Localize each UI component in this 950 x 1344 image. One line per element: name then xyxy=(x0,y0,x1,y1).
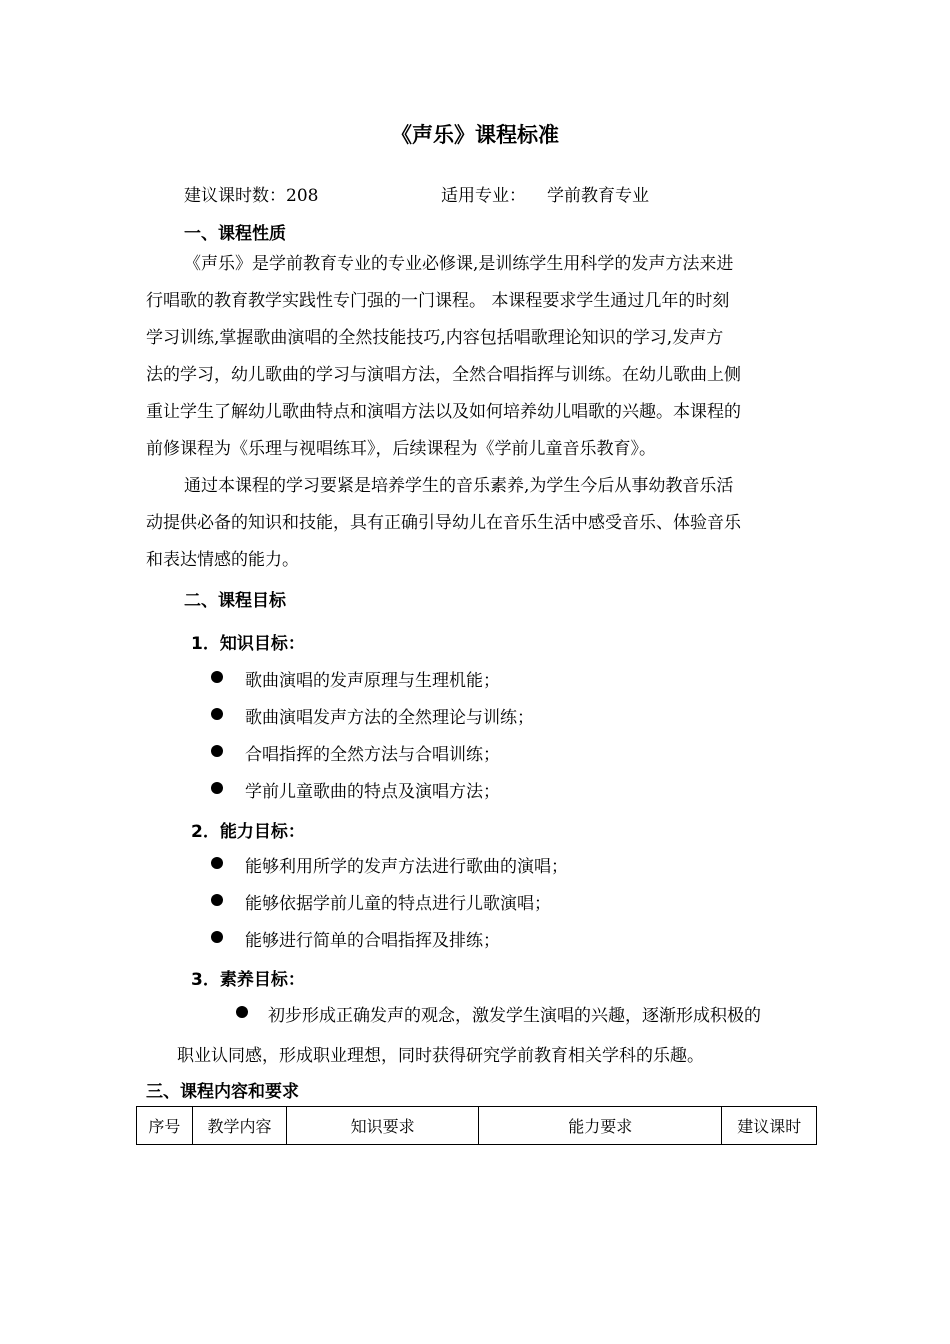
paragraph-line: 通过本课程的学习要紧是培养学生的音乐素养,为学生今后从事幼教音乐活 xyxy=(184,476,734,496)
page-title: 《声乐》课程标准 xyxy=(391,123,559,147)
table-header-row xyxy=(137,1107,817,1145)
paragraph-line: 动提供必备的知识和技能，具有正确引导幼儿在音乐生活中感受音乐、体验音乐 xyxy=(146,513,741,533)
section-heading-nature: 一、课程性质 xyxy=(184,224,286,244)
suggested-hours: 建议课时数：208 xyxy=(184,186,319,206)
literacy-goal-item: 初步形成正确发声的观念，激发学生演唱的兴趣，逐渐形成积极的 xyxy=(268,1006,761,1026)
column-header-knowledge-requirements: 知识要求 xyxy=(287,1107,479,1145)
literacy-goals-heading: 3．素养目标： xyxy=(191,970,305,990)
bullet-icon xyxy=(211,857,223,869)
ability-goal-item: 能够依据学前儿童的特点进行儿歌演唱； xyxy=(245,894,551,914)
section-heading-content: 三、课程内容和要求 xyxy=(146,1082,299,1102)
applicable-major-value: 学前教育专业 xyxy=(547,186,649,206)
knowledge-goal-item: 学前儿童歌曲的特点及演唱方法； xyxy=(245,782,500,802)
bullet-icon xyxy=(211,931,223,943)
paragraph-line: 法的学习，幼儿歌曲的学习与演唱方法，全然合唱指挥与训练。在幼儿歌曲上侧 xyxy=(146,365,741,385)
knowledge-goal-item: 歌曲演唱发声方法的全然理论与训练； xyxy=(245,708,534,728)
bullet-icon xyxy=(211,708,223,720)
knowledge-goals-heading: 1．知识目标： xyxy=(191,634,305,654)
column-header-number: 序号 xyxy=(137,1107,193,1145)
paragraph-line: 重让学生了解幼儿歌曲特点和演唱方法以及如何培养幼儿唱歌的兴趣。本课程的 xyxy=(146,402,741,422)
paragraph-line: 行唱歌的教育教学实践性专门强的一门课程。 本课程要求学生通过几年的时刻 xyxy=(146,291,730,311)
column-header-ability-requirements: 能力要求 xyxy=(479,1107,722,1145)
paragraph-line: 学习训练,掌握歌曲演唱的全然技能技巧,内容包括唱歌理论知识的学习,发声方 xyxy=(146,328,724,348)
bullet-icon xyxy=(211,894,223,906)
ability-goals-heading: 2．能力目标： xyxy=(191,822,305,842)
ability-goal-item: 能够进行简单的合唱指挥及排练； xyxy=(245,931,500,951)
ability-goal-item: 能够利用所学的发声方法进行歌曲的演唱； xyxy=(245,857,568,877)
paragraph-line: 《声乐》是学前教育专业的专业必修课,是训练学生用科学的发声方法来进 xyxy=(184,254,734,274)
knowledge-goal-item: 歌曲演唱的发声原理与生理机能； xyxy=(245,671,500,691)
column-header-suggested-hours: 建议课时 xyxy=(722,1107,817,1145)
literacy-goal-item-continued: 职业认同感，形成职业理想，同时获得研究学前教育相关学科的乐趣。 xyxy=(177,1046,704,1066)
section-heading-goals: 二、课程目标 xyxy=(184,591,286,611)
bullet-icon xyxy=(211,782,223,794)
paragraph-line: 前修课程为《乐理与视唱练耳》，后续课程为《学前儿童音乐教育》。 xyxy=(146,439,656,459)
bullet-icon xyxy=(211,745,223,757)
applicable-major-label: 适用专业： xyxy=(441,186,526,206)
paragraph-line: 和表达情感的能力。 xyxy=(146,550,299,570)
course-content-table xyxy=(136,1106,817,1145)
bullet-icon xyxy=(211,671,223,683)
knowledge-goal-item: 合唱指挥的全然方法与合唱训练； xyxy=(245,745,500,765)
column-header-teaching-content: 教学内容 xyxy=(192,1107,286,1145)
bullet-icon xyxy=(236,1006,248,1018)
